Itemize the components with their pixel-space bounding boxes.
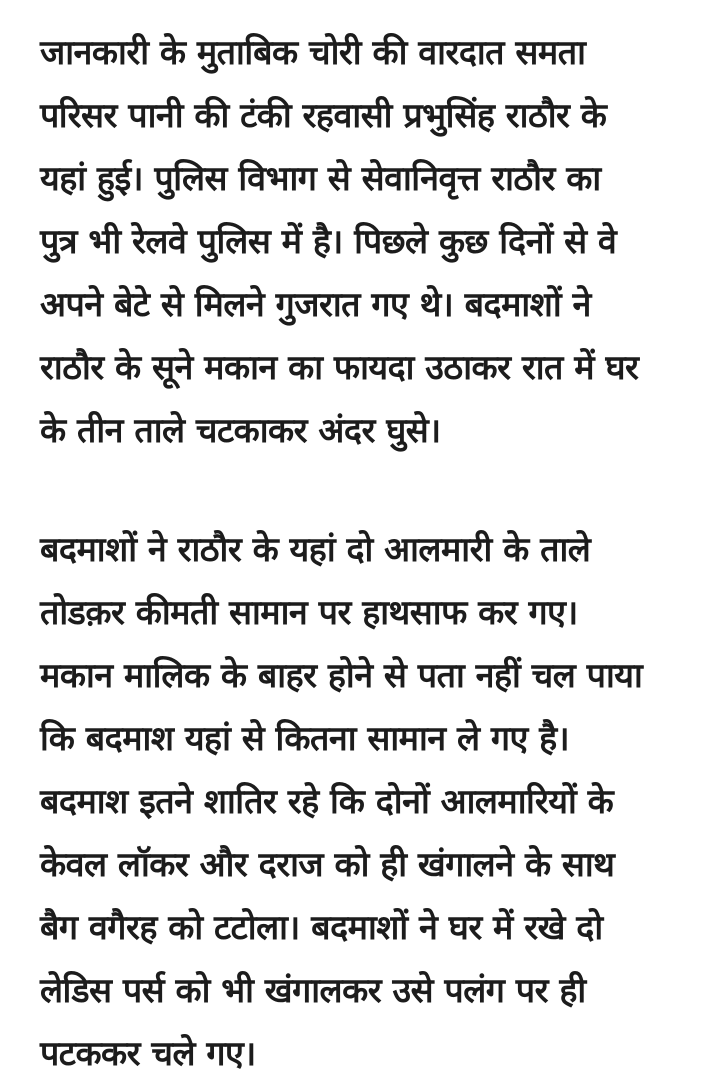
paragraph-1: [40, 22, 712, 463]
text-line: कि बदमाश यहां से कितना सामान ले गए है।: [40, 719, 570, 759]
text-line: राठौर के सूने मकान का फायदा उठाकर रात में घर: [40, 348, 639, 388]
text-line: के तीन ताले चटकाकर अंदर घुसे।: [40, 411, 441, 451]
article-text: [40, 22, 712, 1086]
text-line: बदमाशों ने राठौर के यहां दो आलमारी के ताले: [40, 530, 591, 570]
text-line: बदमाश इतने शातिर रहे कि दोनों आलमारियों के: [40, 782, 614, 822]
text-line: पुत्र भी रेलवे पुलिस में है। पिछले कुछ दिनों से वे: [40, 222, 617, 262]
text-line: केवल लॉकर और दराज को ही खंगालने के साथ: [40, 845, 615, 885]
text-line: अपने बेटे से मिलने गुजरात गए थे। बदमाशों ने: [40, 285, 591, 325]
text-line: यहां हुई। पुलिस विभाग से सेवानिवृत्त राठौर का: [40, 159, 601, 199]
text-line: तोडक़र कीमती सामान पर हाथसाफ कर गए।: [40, 593, 578, 633]
text-line: परिसर पानी की टंकी रहवासी प्रभुसिंह राठौर के: [40, 96, 607, 136]
paragraph-2: [40, 519, 712, 1086]
paragraph-gap: [40, 463, 712, 519]
text-line: जानकारी के मुताबिक चोरी की वारदात समता: [40, 33, 586, 73]
text-line: पटककर चले गए।: [40, 1034, 256, 1074]
text-line: बैग वगैरह को टटोला। बदमाशों ने घर में रखे दो: [40, 908, 603, 948]
text-line: लेडिस पर्स को भी खंगालकर उसे पलंग पर ही: [40, 971, 586, 1011]
text-line: मकान मालिक के बाहर होने से पता नहीं चल पाया: [40, 656, 643, 696]
